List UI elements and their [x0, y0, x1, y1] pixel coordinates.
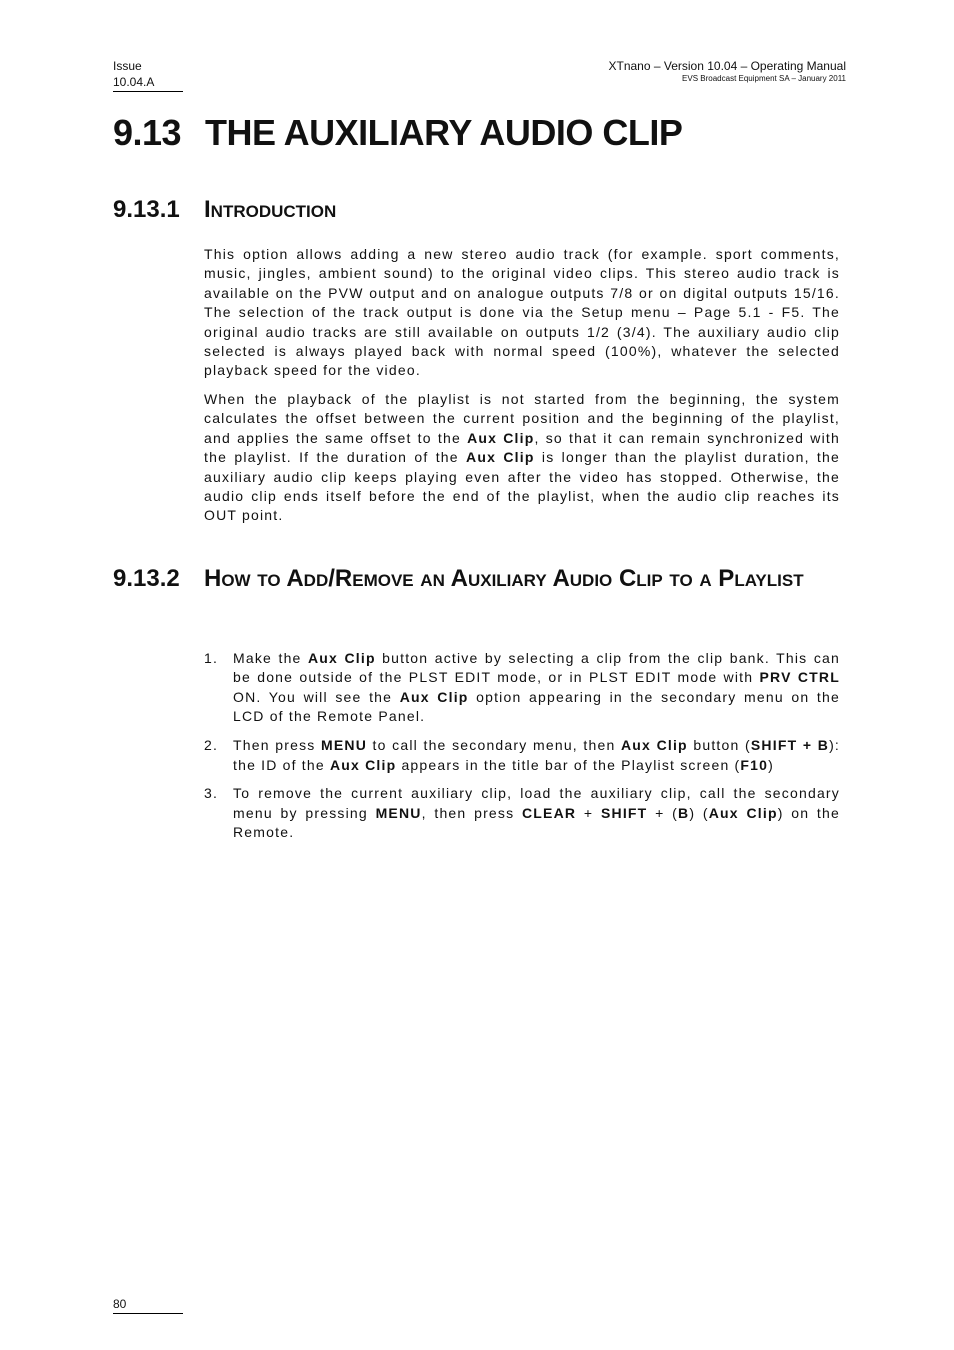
steps-list [204, 649, 840, 852]
list-item [204, 649, 840, 727]
item-number: 2. [204, 737, 219, 754]
text-run: ) on the Remote. [233, 804, 840, 841]
text-run: button ( [687, 737, 751, 754]
text-run: + [576, 804, 601, 821]
bold-term: Aux Clip [467, 429, 535, 446]
text-run: + ( [647, 804, 679, 821]
list-item [204, 784, 840, 842]
text-run: ) ( [689, 804, 709, 821]
page-number: 80 [113, 1296, 183, 1314]
intro-paragraph-1: This option allows adding a new stereo audio track (for example. sport comments, music, jingles, ambient sound) to the original video clips. This stereo audio track is available on the PVW output and on analogue outputs 7/8 or on digital outputs 15/16. The selection of the track output is done via the Setup menu – Page 5.1 - F5. The original audio tracks are still available on outputs 1/2 (3/4). The auxiliary audio clip selected is always played back with normal speed (100%), whatever the selected playback speed for the video. [204, 246, 840, 379]
bold-term: Aux Clip [708, 804, 778, 821]
subsection-number: 9.13.1 [113, 196, 180, 223]
issue-label: Issue [113, 59, 142, 73]
list-item [204, 736, 840, 775]
issue-number: 10.04.A [113, 74, 183, 92]
text-run: option appearing in the secondary menu on the LCD of the Remote Panel. [233, 688, 840, 725]
text-run: ): the ID of the [233, 737, 841, 773]
subsection-title: How to Add/Remove an Auxiliary Audio Clip to a Playlist [204, 565, 804, 592]
text-run: ON. You will see the [233, 688, 400, 705]
bold-term: PRV CTRL [759, 669, 840, 686]
section-heading [113, 110, 682, 156]
text-run: to call the secondary menu, then [367, 737, 621, 754]
item-number: 1. [204, 650, 219, 666]
section-title: THE AUXILIARY AUDIO CLIP [205, 112, 683, 153]
section-number: 9.13 [113, 112, 182, 153]
text-run: Make the [233, 650, 308, 666]
bold-term: Aux Clip [399, 688, 469, 705]
text-run: , then press [421, 804, 522, 821]
text-run: ) [768, 756, 775, 773]
bold-term: Aux Clip [621, 737, 688, 754]
bold-term: MENU [321, 737, 368, 754]
bold-term: B [678, 804, 690, 821]
intro-paragraph-2 [204, 390, 840, 526]
item-number: 3. [204, 785, 219, 802]
text-run: appears in the title bar of the Playlist screen ( [396, 756, 741, 773]
bold-term: Aux Clip [466, 449, 535, 466]
subsection-number: 9.13.2 [113, 565, 180, 592]
header-issue [113, 58, 183, 92]
bold-term: Aux Clip [329, 756, 397, 773]
bold-term: F10 [740, 756, 769, 773]
bold-term: Aux Clip [307, 650, 376, 666]
text-run: is longer than the playlist duration, the auxiliary audio clip keeps playing even after the video has stopped. Otherwise, the audio clip ends itself before the end of the playlist, when the audio clip reaches its OUT point. [204, 449, 840, 524]
text-run: Then press [233, 737, 321, 754]
bold-term: SHIFT + B [750, 737, 830, 754]
manual-title: XTnano – Version 10.04 – Operating Manual [608, 59, 846, 73]
bold-term: CLEAR [522, 804, 577, 821]
text-run: button active by selecting a clip from the clip bank. This can be done outside of the PLST EDIT mode, or in PLST EDIT mode with [233, 650, 840, 686]
header-title-block [609, 58, 847, 84]
footer [113, 1296, 183, 1314]
text-run: To remove the current auxiliary clip, load the auxiliary clip, call the secondary menu by pressing [233, 785, 840, 821]
bold-term: MENU [375, 804, 422, 821]
text-run: , so that it can remain synchronized with the playlist. If the duration of the [204, 429, 840, 466]
text-run: When the playback of the playlist is not started from the beginning, the system calculates the offset between the current position and the beginning of the playlist, and applies the same offset to the [204, 391, 840, 446]
subsection-title: Introduction [204, 196, 337, 223]
bold-term: SHIFT [600, 804, 648, 821]
manual-subtitle: EVS Broadcast Equipment SA – January 2011 [682, 74, 846, 83]
